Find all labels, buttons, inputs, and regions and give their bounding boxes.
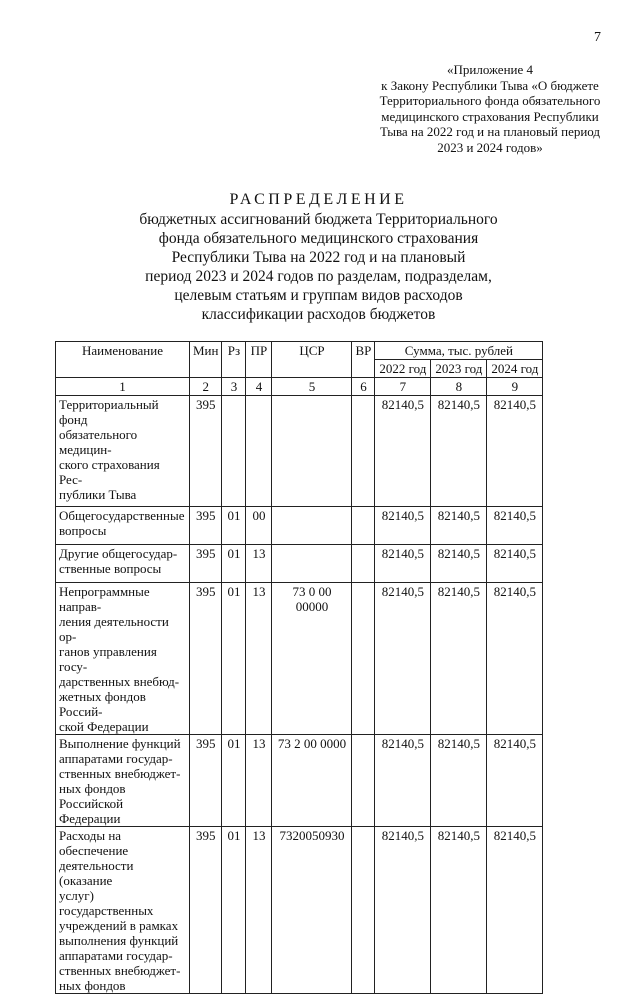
page-number: 7 [594,30,601,45]
subtitle-line: классификации расходов бюджетов [201,306,436,323]
appendix-line: к Закону Республики Тыва «О бюджете [381,77,599,93]
cell-csr [272,507,352,545]
cell-vr [352,583,375,735]
cell-y2022: 82140,5 [375,827,431,994]
row-name-line: аппаратами государ- [59,948,173,963]
cell-y2023: 82140,5 [431,735,487,827]
header-vr: ВР [352,342,375,378]
cell-pr: 00 [246,507,272,545]
row-name-line: ления деятельности ор- [59,614,169,644]
cell-rz: 01 [222,583,246,735]
row-name-line: выполнения функций [59,933,179,948]
cell-y2023: 82140,5 [431,507,487,545]
row-name-line: Непрограммные направ- [59,584,150,614]
cell-min: 395 [190,827,222,994]
column-number: 9 [487,378,543,396]
cell-y2022: 82140,5 [375,396,431,507]
cell-y2024: 82140,5 [487,396,543,507]
cell-y2024: 82140,5 [487,735,543,827]
cell-y2022: 82140,5 [375,583,431,735]
column-number: 3 [222,378,246,396]
cell-rz [222,396,246,507]
cell-y2022: 82140,5 [375,545,431,583]
header-2024: 2024 год [487,360,543,378]
row-name-line: ственные вопросы [59,561,162,576]
row-name-line: ской Федерации [59,719,149,734]
cell-csr: 7320050930 [272,827,352,994]
table-row [56,735,543,827]
cell-y2022: 82140,5 [375,735,431,827]
row-name-line: обязательного медицин- [59,427,138,457]
appendix-note [372,62,608,155]
row-name-line: Выполнение функций [59,736,181,751]
row-name [56,396,190,507]
row-name [56,735,190,827]
header-name: Наименование [56,342,190,378]
cell-pr: 13 [246,827,272,994]
table-row [56,545,543,583]
row-name-line: публики Тыва [59,487,137,502]
cell-vr [352,396,375,507]
row-name-line: ственных внебюджет- [59,766,181,781]
cell-csr [272,545,352,583]
appendix-line: Тыва на 2022 год и на плановый период [379,124,601,139]
cell-rz: 01 [222,507,246,545]
row-name-line: услуг) государственных [59,888,154,918]
cell-y2024: 82140,5 [487,507,543,545]
row-name [56,583,190,735]
cell-min: 395 [190,735,222,827]
row-name-line: ных фондов [59,978,126,993]
column-number: 4 [246,378,272,396]
row-name-line: Другие общегосудар- [59,546,178,561]
column-number: 7 [375,378,431,396]
row-name-line: вопросы [59,523,107,538]
cell-y2024: 82140,5 [487,583,543,735]
cell-vr [352,507,375,545]
row-name [56,545,190,583]
row-name-line: ганов управления госу- [59,644,157,674]
document-title-block [100,190,537,324]
subtitle-line: фонда обязательного медицинского страхования [158,230,479,247]
row-name-line: дарственных внебюд- [59,674,180,689]
cell-y2024: 82140,5 [487,827,543,994]
cell-pr [246,396,272,507]
cell-pr: 13 [246,735,272,827]
row-name-line: ского страхования Рес- [59,457,160,487]
cell-pr: 13 [246,583,272,735]
cell-csr [272,396,352,507]
row-name-line: Расходы на обеспечение [59,828,129,858]
table-row [56,583,543,735]
cell-min: 395 [190,396,222,507]
row-name-line: Территориальный фонд [59,397,159,427]
table-row [56,507,543,545]
cell-y2023: 82140,5 [431,396,487,507]
budget-allocation-table [55,341,543,994]
header-rz: Рз [222,342,246,378]
cell-rz: 01 [222,545,246,583]
appendix-line: 2023 и 2024 годов» [437,139,543,155]
column-number: 1 [56,378,190,396]
subtitle-line: бюджетных ассигнований бюджета Территориального [139,211,498,228]
cell-rz: 01 [222,735,246,827]
cell-pr: 13 [246,545,272,583]
row-name-line: Общегосударственные [59,508,185,523]
row-name-line: Федерации [59,811,121,826]
subtitle-line: период 2023 и 2024 годов по разделам, подразделам, [145,268,492,285]
row-name-line: ных фондов Российской [59,781,126,811]
header-pr: ПР [246,342,272,378]
table-row [56,396,543,507]
cell-rz: 01 [222,827,246,994]
table-header-row [56,342,543,360]
row-name-line: жетных фондов Россий- [59,689,146,719]
cell-y2024: 82140,5 [487,545,543,583]
column-number-row [56,378,543,396]
column-number: 2 [190,378,222,396]
cell-y2023: 82140,5 [431,827,487,994]
header-sum: Сумма, тыс. рублей [375,342,543,360]
column-number: 6 [352,378,375,396]
row-name-line: деятельности (оказание [59,858,134,888]
appendix-line: «Приложение 4 [446,62,534,77]
row-name [56,827,190,994]
cell-y2023: 82140,5 [431,545,487,583]
appendix-line: медицинского страхования Республики [381,108,599,124]
cell-min: 395 [190,545,222,583]
cell-vr [352,735,375,827]
cell-min: 395 [190,507,222,545]
row-name-line: аппаратами государ- [59,751,173,766]
subtitle-line: Республики Тыва на 2022 год и на плановый [171,249,466,266]
column-number: 8 [431,378,487,396]
header-2023: 2023 год [431,360,487,378]
subtitle-line: целевым статьям и группам видов расходов [174,287,463,304]
cell-vr [352,545,375,583]
row-name-line: ственных внебюджет- [59,963,181,978]
header-csr: ЦСР [272,342,352,378]
appendix-line: Территориального фонда обязательного [379,93,601,108]
row-name [56,507,190,545]
cell-csr: 73 2 00 0000 [272,735,352,827]
column-number: 5 [272,378,352,396]
row-name-line: учреждений в рамках [59,918,179,933]
cell-csr: 73 0 00 00000 [272,583,352,735]
header-2022: 2022 год [375,360,431,378]
document-title: РАСПРЕДЕЛЕНИЕ [229,191,408,208]
cell-min: 395 [190,583,222,735]
table-row [56,827,543,994]
header-min: Мин [190,342,222,378]
cell-y2023: 82140,5 [431,583,487,735]
cell-y2022: 82140,5 [375,507,431,545]
cell-vr [352,827,375,994]
